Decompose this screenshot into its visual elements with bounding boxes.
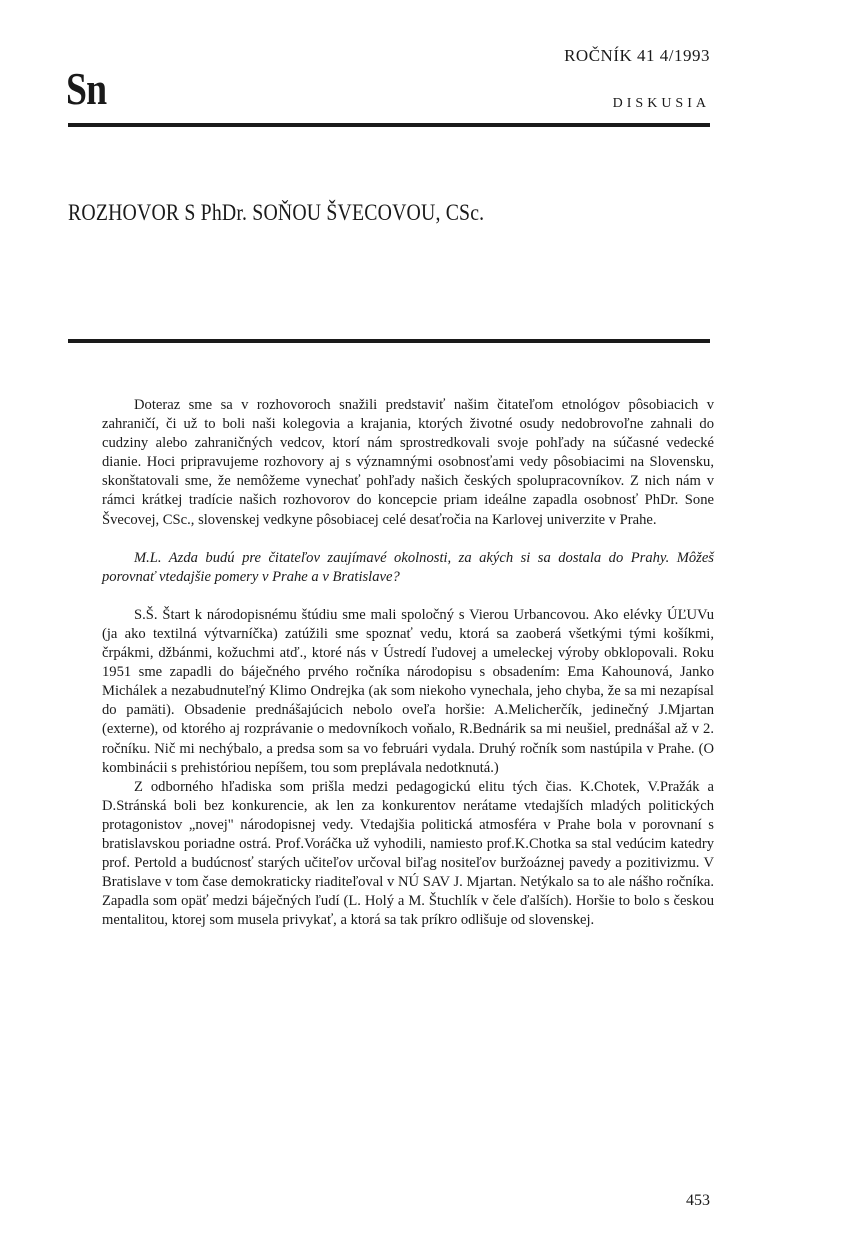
title-rule — [68, 339, 710, 343]
answer-paragraph: Z odborného hľadiska som prišla medzi pedagogickú elitu tých čias. K.Chotek, V.Pražák a D.Stránská boli bez konkurencie, ak len za konkurentov nerátame vtedajších mladých politických protagonistov „novej" národopisnej vedy. Vtedajšia politická atmosféra v Prahe bola v porovnaní s bratislavskou poriadne ostrá. Prof.Voráčka už vyhodili, namiesto prof.K.Chotka sa stal vedúcim katedry prof. Pertold a budúcnosť starých učiteľov určoval biľag nositeľov buržoáznej pavedy a pozitivizmu. V Bratislave v tom čase demokraticky riaditeľoval v NÚ SAV J. Mjartan. Netýkalo sa to ale nášho ročníka. Zapadla som opäť medzi báječných ľudí (L. Holý a M. Štuchlík v čele ďalších). Horšie to bolo s českou mentalitou, ktorej som musela privykať, a ktorá sa tak príkro odlišuje od slovenskej. — [102, 778, 714, 929]
question-paragraph: M.L. Azda budú pre čitateľov zaujímavé okolnosti, za akých si sa dostala do Prahy. Môžeš porovnať vtedajšie pomery v Prahe a v Bratislave? — [102, 549, 714, 585]
answer-paragraph: S.Š. Štart k národopisnému štúdiu sme mali spoločný s Vierou Urbancovou. Ako elévky ÚĽUVu (ja ako textilná výtvarníčka) zatúžili sme spoznať vedu, ktorá sa zaoberá všetkými tými košíkmi, črpákmi, džbánmi, kožuchmi atď., ktoré nás v Ústredí ľudovej a umeleckej výroby obklopovali. Roku 1951 sme zapadli do báječného prvého ročníka národopisu s obsadením: Ema Kahounová, Janko Michálek a nezabudnuteľný Klimo Ondrejka (ak som niekoho vynechala, jeho chyba, že sa mi nezapísal do pamäti). Obsadenie prednášajúcich nebolo oveľa horšie: A.Melicherčík, jedinečný J.Mjartan (externe), od ktorého aj rozprávanie o medovníkoch voňalo, R.Bednárik sa mi neušiel, prednášal až v 2. ročníku. Nič mi nechýbalo, a predsa som sa vo februári vydala. Druhý ročník som nastúpila v Prahe. (O kombinácii s prehistóriou nepíšem, tou som preplávala nedotknutá.) — [102, 606, 714, 776]
header-rule — [68, 123, 710, 127]
intro-paragraph: Doteraz sme sa v rozhovoroch snažili predstaviť našim čitateľom etnológov pôsobiacich v zahraničí, či už to boli naši kolegovia a krajania, ktorých životné osudy nedobrovoľne zahnali do cudziny alebo zahraničných vedcov, ktorí nám sprostredkovali svoje pohľady na súčasné vedecké dianie. Hoci pripravujeme rozhovory aj s významnými osobnosťami vedy pôsobiacimi na Slovensku, skonštatovali sme, že nemôžeme vynechať pohľady našich českých spolupracovníkov. Z nich nám v rámci krátkej tradície našich rozhovorov do koncepcie priam ideálne zapadla osobnosť PhDr. Sone Švecovej, CSc., slovenskej vedkyne pôsobiacej celé desaťročia na Karlovej univerzite v Prahe. — [102, 397, 714, 528]
page-number: 453 — [686, 1192, 710, 1209]
volume-issue: ROČNÍK 41 4/1993 — [564, 46, 710, 65]
journal-logo: Sn — [66, 63, 107, 114]
article-title: ROZHOVOR S PhDr. SOŇOU ŠVECOVOU, CSc. — [68, 200, 485, 225]
section-label: DISKUSIA — [612, 96, 710, 111]
article-body — [102, 396, 714, 930]
